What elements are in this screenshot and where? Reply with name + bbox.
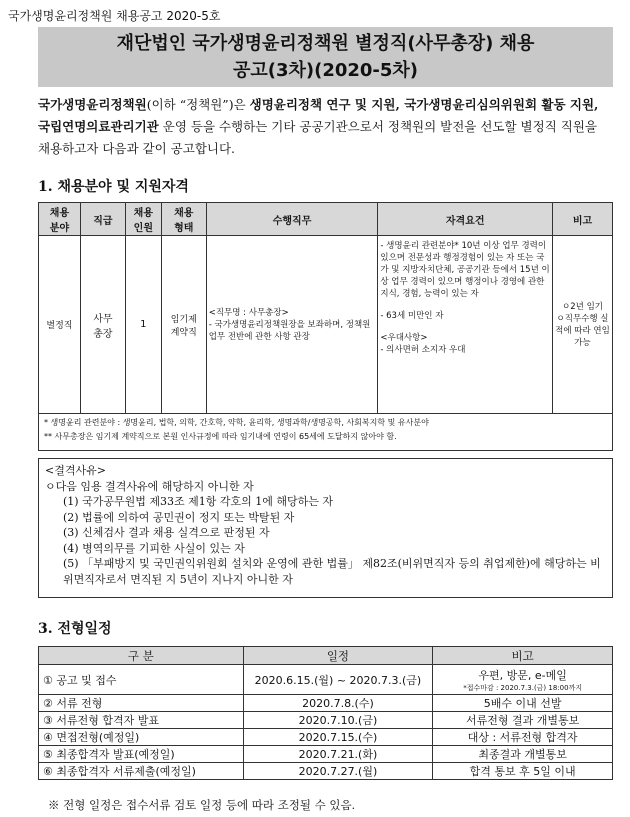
sched-label: ⑥ 최종합격자 서류제출(예정일)	[39, 763, 244, 780]
table-row	[39, 712, 613, 729]
th-date: 일정	[243, 647, 433, 665]
table-row	[39, 729, 613, 746]
intro-part: (이하 “정책원”)은	[146, 97, 250, 112]
duty-desc: - 국가생명윤리정책원장을 보좌하며, 정책원 업무 전반에 관한 사항 관장	[208, 319, 371, 342]
table-row	[39, 236, 613, 414]
sched-note: 서류전형 결과 개별통보	[433, 712, 613, 729]
qual-1: - 생명윤리 관련분야* 10년 이상 업무 경력이 있으며 전문성과 행정경험이 있는 자 또는 국가 및 지방자치단체, 공공기관 등에서 15년 이상 업무 경력이 있으며 행정이나 경영에 관한 지식, 경험, 능력이 있는 자	[380, 241, 550, 299]
cell-type: 임기제 계약직	[161, 236, 206, 414]
schedule-footer-note: ※ 전형 일정은 접수서류 검토 일정 등에 따라 조정될 수 있음.	[48, 798, 356, 812]
qual-4: - 의사면허 소지자 우대	[380, 345, 466, 355]
sched-label: ⑤ 최종합격자 발표(예정일)	[39, 746, 244, 763]
sched-note-main: 우편, 방문, e-메일	[478, 668, 567, 682]
title-line-2: 공고(3차)(2020-5차)	[232, 60, 419, 81]
table-row	[39, 763, 613, 780]
sched-label: ④ 면접전형(예정일)	[39, 729, 244, 746]
th-grade: 직급	[80, 203, 125, 236]
sched-date: 2020.7.8.(수)	[243, 695, 433, 712]
list-item: (1) 국가공무원법 제33조 제1항 각호의 1에 해당하는 자	[63, 495, 333, 508]
sched-date: 2020.7.27.(월)	[243, 763, 433, 780]
duty-title: <직무명 : 사무총장>	[208, 307, 289, 318]
sched-label: ③ 서류전형 합격자 발표	[39, 712, 244, 729]
list-item: (5) 「부패방지 및 국민권익위원회 설치와 운영에 관한 법률」 제82조(비위면직자 등의 취업제한)에 해당하는 비위면직자로서 면직된 지 5년이 지나지 아니한 자	[63, 557, 601, 586]
th-remark: 비고	[433, 647, 613, 665]
footnote-2: ** 사무총장은 임기제 계약직으로 본원 인사규정에 따라 임기내에 연령이 65세에 도달하지 않아야 함.	[44, 432, 397, 441]
sched-date: 2020.6.15.(월) ~ 2020.7.3.(금)	[243, 665, 433, 695]
cell-field: 별정직	[39, 236, 81, 414]
table-footnotes	[38, 413, 613, 451]
table-row	[39, 746, 613, 763]
list-item: (4) 병역의무를 기피한 사실이 있는 자	[63, 541, 245, 555]
table-row	[39, 695, 613, 712]
th-count: 채용 인원	[125, 203, 161, 236]
intro-org: 국가생명윤리정책원	[38, 97, 147, 112]
sched-note: 합격 통보 후 5일 이내	[433, 763, 613, 780]
th-duty: 수행직무	[206, 203, 378, 236]
disq-lead: ㅇ다음 임용 결격사유에 해당하지 아니한 자	[45, 479, 254, 493]
sched-date: 2020.7.10.(금)	[243, 712, 433, 729]
th-category: 구 분	[39, 647, 244, 665]
th-note: 비고	[553, 203, 613, 236]
cell-note	[553, 236, 613, 414]
qual-2: - 63세 미만인 자	[380, 311, 444, 321]
intro-duties: 생명윤리정책 연구 및 지원, 국가생명윤리심의위원회 활동 지원, 국립연명의료관리기관	[38, 97, 599, 134]
cell-count: 1	[125, 236, 161, 414]
th-qual: 자격요건	[378, 203, 553, 236]
disq-title: <결격사유>	[45, 464, 106, 477]
note-1: ㅇ2년 임기	[562, 301, 603, 312]
sched-note-small: *접수마감 : 2020.7.3.(금) 18:00까지	[463, 683, 583, 692]
cell-qual	[378, 236, 553, 414]
page-title	[38, 27, 613, 87]
sched-label: ② 서류 전형	[39, 695, 244, 712]
sched-note: 최종결과 개별통보	[433, 746, 613, 763]
schedule-table	[38, 646, 613, 780]
disqualification-box	[38, 458, 613, 598]
sched-note: 5배수 이내 선발	[433, 695, 613, 712]
sched-date: 2020.7.15.(수)	[243, 729, 433, 746]
th-field: 채용 분야	[39, 203, 81, 236]
th-type: 채용 형태	[161, 203, 206, 236]
footnote-1: * 생명윤리 관련분야 : 생명윤리, 법학, 의학, 간호학, 약학, 윤리학, 생명과학/생명공학, 사회복지학 및 유사분야	[44, 418, 429, 427]
section1-title: 1. 채용분야 및 지원자격	[38, 179, 189, 195]
qual-3: <우대사항>	[380, 333, 428, 343]
list-item: (3) 신체검사 결과 채용 실격으로 판정된 자	[63, 526, 270, 539]
cell-grade: 사무 총장	[80, 236, 125, 414]
list-item: (2) 법률에 의하여 공민권이 정지 또는 박탈된 자	[63, 510, 295, 524]
sched-date: 2020.7.21.(화)	[243, 746, 433, 763]
cell-duty	[206, 236, 378, 414]
sched-note: 대상 : 서류전형 합격자	[433, 729, 613, 746]
header-note: 국가생명윤리정책원 채용공고 2020-5호	[8, 9, 221, 23]
section3-title: 3. 전형일정	[38, 621, 112, 637]
recruitment-table	[38, 202, 613, 414]
title-line-1: 재단법인 국가생명윤리정책원 별정직(사무총장) 채용	[116, 33, 535, 54]
intro-paragraph	[38, 94, 613, 160]
intro-rest: 운영 등을 수행하는 기타 공공기관으로서 정책원의 발전을 선도할 별정직 직원을 채용하고자 다음과 같이 공고합니다.	[38, 119, 597, 156]
note-2: ㅇ직무수행 실적에 따라 연임가능	[555, 313, 610, 348]
schedule-header-row	[39, 647, 613, 665]
sched-label: ① 공고 및 접수	[39, 665, 244, 695]
table-row	[39, 665, 613, 695]
sched-note	[433, 665, 613, 695]
table-header-row	[39, 203, 613, 236]
